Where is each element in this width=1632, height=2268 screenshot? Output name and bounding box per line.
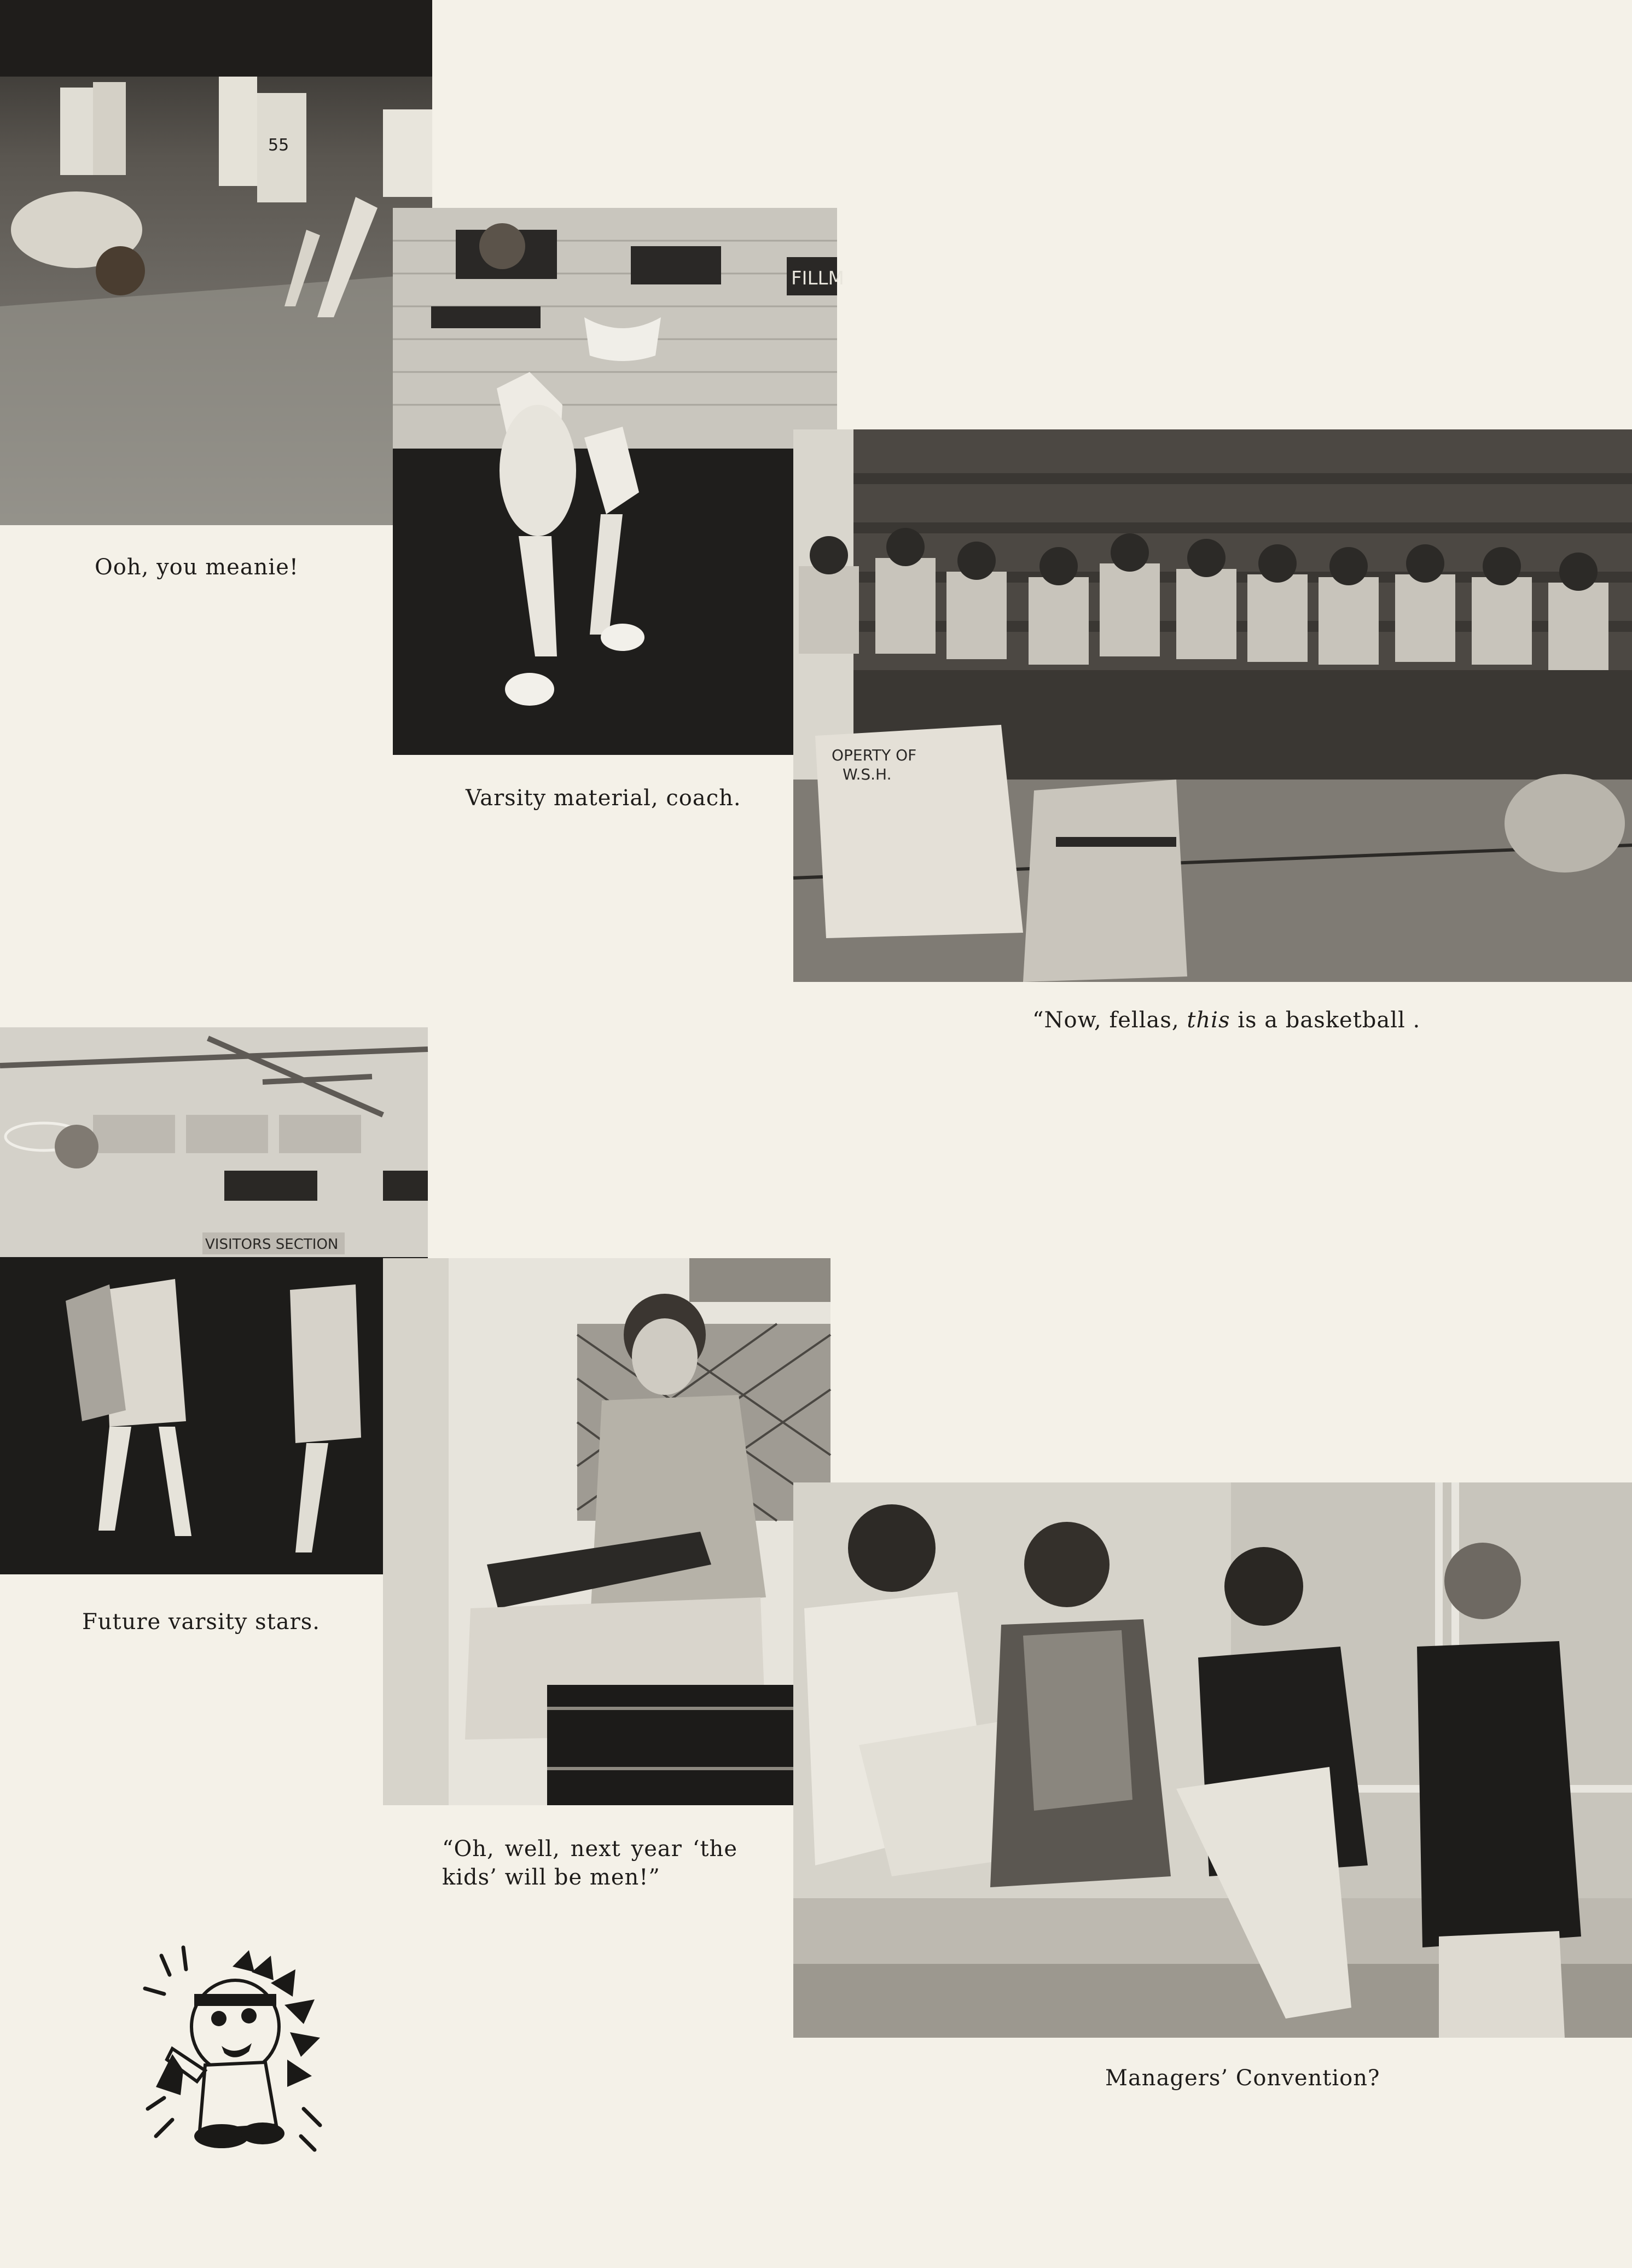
caption-ooh-you-meanie: Ooh, you meanie! bbox=[95, 555, 299, 580]
caption-now-fellas-emphasis: this bbox=[1187, 1008, 1230, 1033]
caption-now-fellas-pre: “Now, fellas, bbox=[1032, 1008, 1187, 1033]
caption-now-fellas-post: is a basketball . bbox=[1230, 1008, 1421, 1033]
gym-wall-sign: FILLM bbox=[791, 267, 844, 289]
visitors-section-sign: VISITORS SECTION bbox=[205, 1236, 339, 1253]
caption-varsity-material: Varsity material, coach. bbox=[466, 786, 741, 811]
photo-girls-rebound bbox=[393, 208, 844, 755]
photo-managers-convention bbox=[793, 1482, 1632, 2038]
caption-managers-convention: Managers’ Convention? bbox=[1105, 2066, 1380, 2091]
caption-future-varsity: Future varsity stars. bbox=[82, 1609, 320, 1635]
caption-now-fellas bbox=[1032, 1008, 1420, 1033]
mascot-chief-icon bbox=[140, 1945, 328, 2158]
photo-loose-ball-scramble bbox=[0, 0, 432, 525]
photo-team-on-bleachers bbox=[793, 429, 1632, 982]
photo-future-varsity bbox=[0, 1027, 428, 1574]
caption-next-year: “Oh, well, next year ‘the kids’ will be men!” bbox=[442, 1836, 737, 1890]
shirt-text-line2: W.S.H. bbox=[843, 765, 892, 783]
photo-manager-on-trunk bbox=[383, 1258, 830, 1805]
shirt-text-line1: OPERTY OF bbox=[832, 746, 917, 764]
jersey-number-55: 55 bbox=[268, 136, 289, 155]
